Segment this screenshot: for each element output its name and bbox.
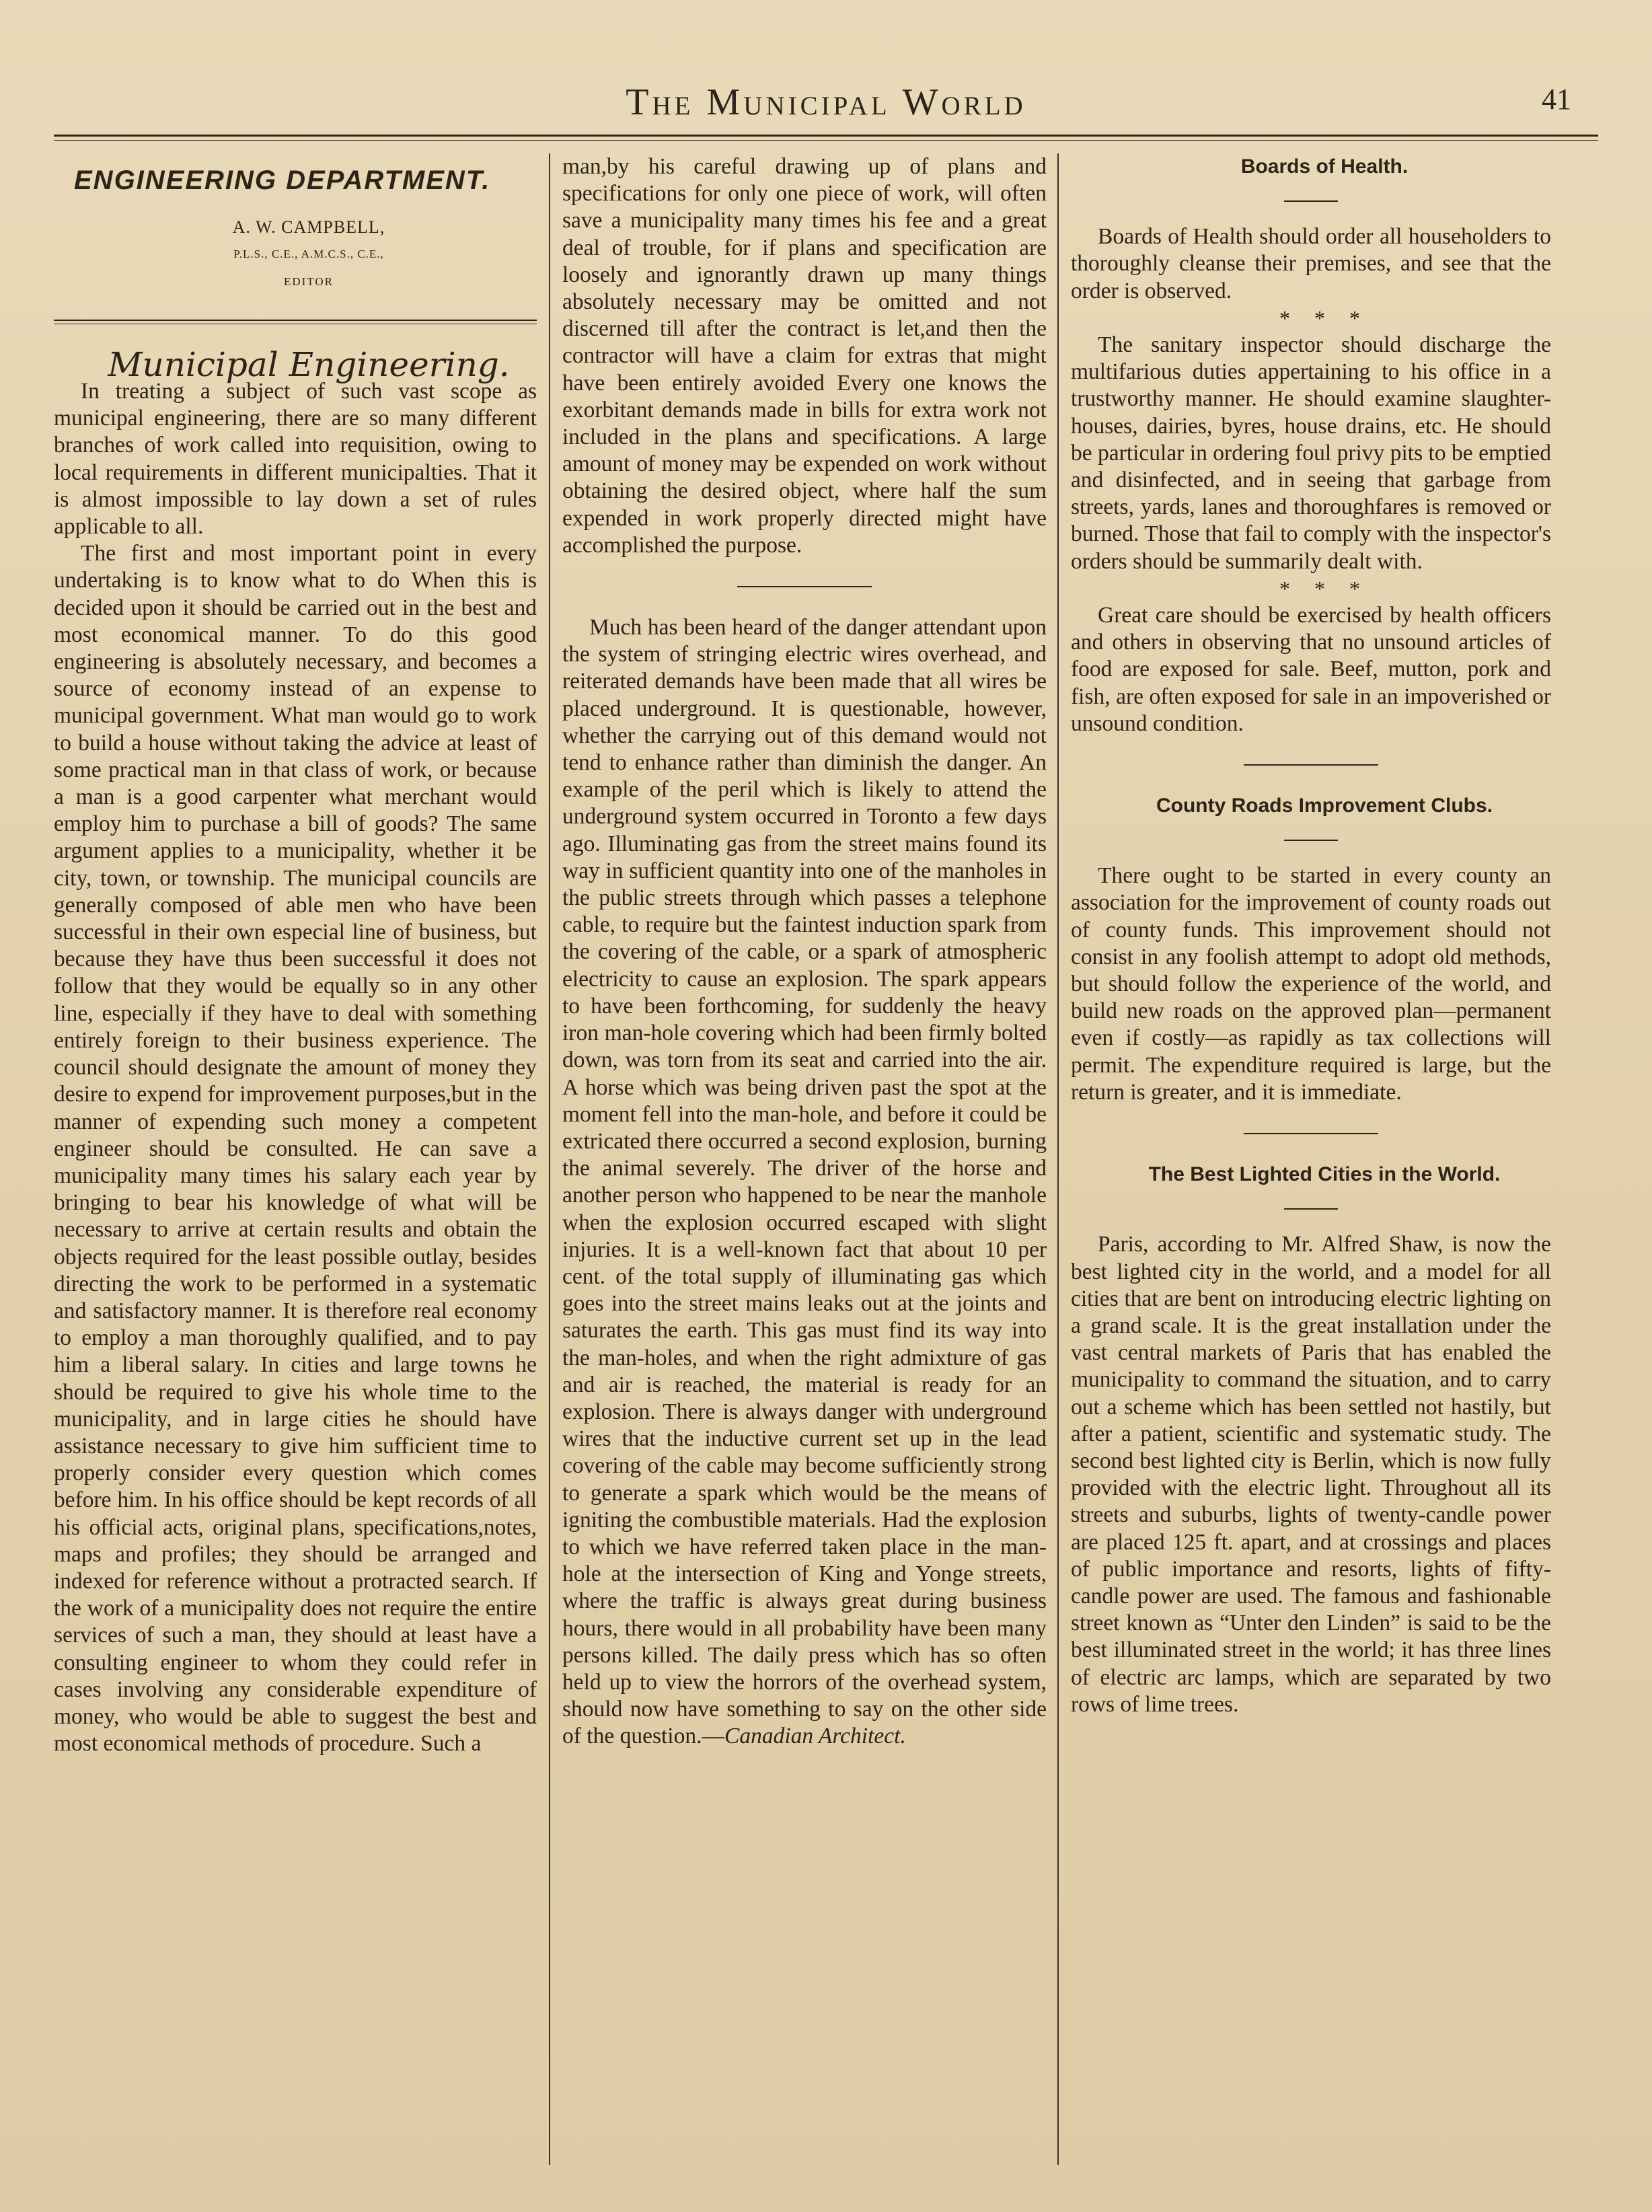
page-number: 41: [1542, 83, 1571, 116]
article-paragraph: man,by his careful drawing up of plans and specifications for only one piece of work, will often save a municipality many times his fee and a great deal of trouble, for if plans and specification are loosely and ignorantly drawn up many things absolutely necessary may be omitted and not discerned till after the contract is let,and then the contractor will have a claim for extras that might have been entirely avoided Every one knows the exorbitant demands made in bills for extra work not included in the plans and specifications. A large amount of money may be expended on work without obtaining the desired object, where half the sum expended in work properly directed might have accomplished the purpose.: [562, 154, 1047, 558]
column-1: [54, 153, 537, 2165]
article-paragraph: Great care should be exercised by health officers and others in observing that no unsound articles of food are exposed for sale. Beef, mutton, pork and fish, are often exposed for sale in an impoverished or unsound condition.: [1071, 603, 1551, 736]
article-paragraph: Boards of Health should order all householders to thoroughly cleanse their premises, and see that the order is observed.: [1071, 224, 1551, 303]
title-rule: [1284, 1208, 1338, 1210]
editor-credentials: P.L.S., C.E., A.M.C.S., C.E.,: [233, 248, 384, 261]
article-title: Municipal Engineering.: [108, 344, 510, 384]
masthead-rule: [54, 135, 1598, 137]
article-paragraph: Paris, according to Mr. Alfred Shaw, is now the best lighted city in the world, and a model for all cities that are bent on introducing electric lighting on a grand scale. It is the great installation under the vast central markets of Paris that has enabled the municipality to command the situation, and to carry out a scheme which has been settled not hastily, but after a patient, scientific and systematic study. The second best lighted city is Berlin, which is now fully provided with the electric light. Throughout all its streets and suburbs, lights of twenty-candle power are placed 125 ft. apart, and at crossings and places of public importance and resorts, lights of fifty-candle power are used. The famous and fashionable street known as “Unter den Linden” is said to be the best illuminated street in the world; it has three lines of electric arc lamps, which are separated by two rows of lime trees.: [1071, 1232, 1551, 1717]
section-divider: [1244, 764, 1378, 766]
department-title: ENGINEERING DEPARTMENT.: [74, 165, 491, 195]
column-divider: [1057, 153, 1059, 2165]
article-paragraph: There ought to be started in every county an association for the improvement of county roads out of county funds. This improvement should not consist in any foolish attempt to adopt old methods, but should follow the experience of the world, and build new roads on the approved plan—permanent even if costly—as rapidly as tax collections will permit. The expenditure required is large, but the return is greater, and it is immediate.: [1071, 863, 1551, 1105]
asterism: * * *: [1279, 305, 1369, 330]
column-divider: [549, 153, 550, 2165]
article-paragraph: The first and most important point in every undertaking is to know what to do When this is decided upon it should be carried out in the best and most economical manner. To do this good engineering is absolutely necessary, and becomes a source of economy instead of an expense to municipal government. What man would go to work to build a house without taking the advice at least of some practical man in that class of work, or because a man is a good carpenter what merchant would employ him to purchase a bill of goods? The same argument applies to a municipality, whether it be city, town, or township. The municipal councils are generally composed of able men who have been successful in their own especial line of business, but because they have thus been successful it does not follow that they would be equally so in any other line, especially if they have to deal with something entirely foreign to their business experience. The council should designate the amount of money they desire to expend for improvement purposes,but in the manner of expending such money a competent engineer should be consulted. He can save a municipality many times his salary each year by bringing to bear his knowledge of what will be necessary to arrive at certain results and obtain the objects required for the least possible outlay, besides directing the work to be performed in a systematic and satisfactory manner. It is therefore real economy to employ a man thoroughly qualified, and to pay him a liberal salary. In cities and large towns he should be required to give his whole time to the municipality, and in large cities he should have assistance necessary to give him sufficient time to properly consider every question which comes before him. In his office should be kept records of all his official acts, original plans, specifications,notes, maps and profiles; they should be arranged and indexed for reference without a protracted search. If the work of a municipality does not require the entire services of such a man, they should at least have a consulting engineer to whom they could refer in cases involving any considerable expenditure of money, who would be able to suggest the best and most economical methods of procedure. Such a: [54, 541, 537, 1757]
article-source: Canadian Architect.: [724, 1724, 906, 1749]
masthead-rule-thin: [54, 140, 1598, 141]
masthead: [54, 74, 1598, 135]
editor-name: A. W. CAMPBELL,: [232, 217, 385, 237]
section-title: County Roads Improvement Clubs.: [1156, 795, 1493, 817]
section-divider: [1244, 1133, 1378, 1134]
article-paragraph: [562, 614, 1047, 1750]
section-divider: [54, 320, 537, 324]
section-divider: [737, 586, 872, 587]
editor-role: EDITOR: [283, 274, 334, 288]
title-rule: [1284, 840, 1338, 841]
article-text: Much has been heard of the danger attendant upon the system of stringing electric wires overhead, and reiterated demands have been made that all wires be placed underground. It is questionable, however, whether the carrying out of this demand would not tend to enhance rather than diminish the danger. An example of the peril which is likely to attend the underground system occurred in Toronto a few days ago. Illuminating gas from the street mains found its way in sufficient quantity into one of the manholes in the public streets through which passes a telephone cable, to require but the faintest induction spark from the covering of the cable, or a spark of atmospheric electricity to cause an explosion. The spark appears to have been forthcoming, for suddenly the heavy iron man-hole covering which had been firmly bolted down, was torn from its seat and carried into the air. A horse which was being driven past the spot at the moment fell into the man-hole, and before it could be extricated there occurred a second explosion, burning the animal severely. The driver of the horse and another person who happened to be near the manhole when the explosion occurred escaped with slight injuries. It is a well-known fact that about 10 per cent. of the total supply of illuminating gas which goes into the street mains leaks out at the joints and saturates the earth. This gas must find its way into the man-holes, and when the right admixture of gas and air is reached, the material is ready for an explosion. There is always danger with underground wires that the inductive current set up in the lead covering of the cable may become sufficiently strong to generate a spark which would be the means of igniting the combustible materials. Had the explosion to which we have referred taken place in the man-hole at the intersection of King and Yonge streets, where the traffic is always great during business hours, there would in all probability have been many persons killed. The daily press which has so often held up to view the horrors of the overhead system, should now have something to say on the other side of the question.—: [562, 615, 1047, 1749]
publication-title: The Municipal World: [626, 81, 1026, 123]
column-3: [1071, 153, 1551, 2165]
title-rule: [1284, 200, 1338, 202]
section-title: Boards of Health.: [1240, 155, 1409, 178]
article-paragraph: The sanitary inspector should discharge the multifarious duties appertaining to his office in a trustworthy manner. He should examine slaughter-houses, dairies, byres, house drains, etc. He should be particular in ordering foul privy pits to be emptied and disinfected, and in seeing that garbage from streets, yards, lanes and thoroughfares is removed or burned. Those that fail to comply with the inspector's orders should be summarily dealt with.: [1071, 332, 1551, 574]
column-2: [562, 153, 1047, 2165]
asterism: * * *: [1279, 576, 1369, 601]
section-title: The Best Lighted Cities in the World.: [1148, 1163, 1501, 1186]
article-paragraph: In treating a subject of such vast scope as municipal engineering, there are so many different branches of work called into requisition, owing to local requirements in different municipalties. That it is almost impossible to lay down a set of rules applicable to all.: [54, 379, 537, 540]
